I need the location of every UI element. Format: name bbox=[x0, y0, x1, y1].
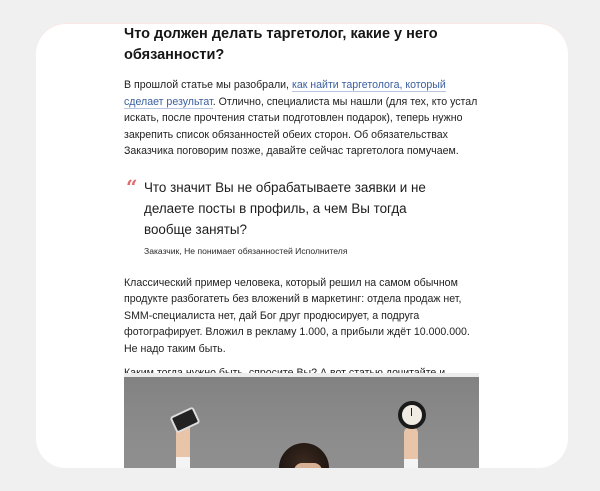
article-image bbox=[124, 373, 479, 468]
intro-suffix: . Отлично, специалиста мы нашли (для тех, кто устал искать, после прочтения статьи подготовлен подарок), теперь нужно закрепить список обязанностей обеих сторон. Об обязательствах Заказчика поговорим позже, давайте сейчас таргетолога помучаем. bbox=[124, 95, 478, 157]
blockquote bbox=[124, 174, 484, 257]
quote-text: Что значит Вы не обрабатываете заявки и не делаете посты в профиль, а чем Вы тогда вообще заняты? bbox=[144, 179, 426, 237]
right-hand bbox=[404, 427, 418, 463]
intro-prefix: В прошлой статье мы разобрали, bbox=[124, 79, 292, 91]
article-body bbox=[124, 24, 484, 398]
face bbox=[294, 463, 322, 468]
photo-man-with-phone-and-clock bbox=[124, 377, 479, 468]
alarm-clock-icon bbox=[398, 401, 426, 429]
smartphone-icon bbox=[169, 406, 200, 433]
quote-author: Заказчик, Не понимает обязанностей Исполнителя bbox=[144, 245, 348, 256]
article-card bbox=[36, 24, 568, 468]
example-paragraph: Классический пример человека, который решил на самом обычном продукте разбогатеть без вложений в маркетинг: отдела продаж нет, SMM-специалиста нет, дай Бог друг продюсирует, а подруга фотографирует. Вложил в рекламу 1.000, а прибыли ждёт 10.000.000. Не надо таким быть. bbox=[124, 276, 470, 355]
previous-article-link[interactable]: как найти таргетолога, который сделает результат bbox=[124, 79, 446, 108]
intro-paragraph bbox=[124, 77, 484, 160]
article-heading: Что должен делать таргетолог, какие у него обязанности? bbox=[124, 26, 438, 63]
left-sleeve bbox=[176, 457, 190, 468]
right-sleeve bbox=[404, 459, 418, 468]
quote-mark-icon: “ bbox=[126, 174, 138, 199]
